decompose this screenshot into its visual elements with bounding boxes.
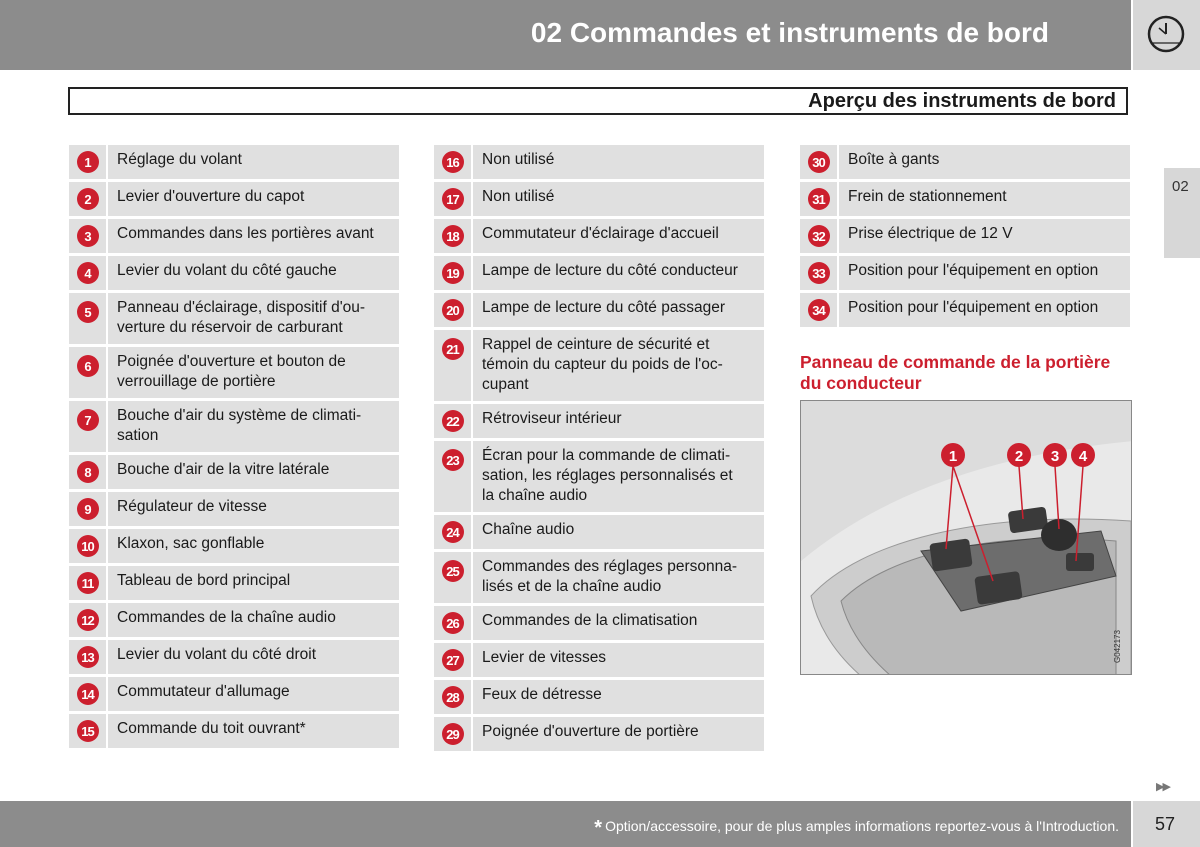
- legend-label: Lampe de lecture du côté passager: [473, 293, 764, 327]
- legend-item-3: [69, 219, 399, 253]
- svg-text:2: 2: [1014, 448, 1024, 465]
- legend-label: Poignée d'ouverture et bouton de verrouillage de portière: [108, 347, 399, 398]
- footnote-star: *: [594, 817, 603, 839]
- legend-label: Poignée d'ouverture de portière: [473, 717, 764, 751]
- legend-label: Position pour l'équipement en option: [839, 293, 1130, 327]
- legend-item-31: [800, 182, 1130, 216]
- page-number-box: [1133, 801, 1200, 847]
- legend-number-cell: [434, 145, 471, 179]
- legend-number-cell: [800, 256, 837, 290]
- legend-number-badge: 34: [808, 299, 830, 321]
- legend-label: Bouche d'air du système de climati- sation: [108, 401, 399, 452]
- callout-1: [941, 443, 965, 467]
- section-title: Aperçu des instruments de bord: [808, 90, 1116, 112]
- legend-item-7: [69, 401, 399, 452]
- legend-item-6: [69, 347, 399, 398]
- legend-item-22: [434, 404, 764, 438]
- legend-label: Boîte à gants: [839, 145, 1130, 179]
- legend-label: Klaxon, sac gonflable: [108, 529, 399, 563]
- legend-number-badge: 22: [442, 410, 464, 432]
- legend-number-badge: 16: [442, 151, 464, 173]
- legend-number-badge: 30: [808, 151, 830, 173]
- legend-number-cell: [434, 293, 471, 327]
- legend-number-cell: [434, 717, 471, 751]
- legend-number-badge: 13: [77, 646, 99, 668]
- legend-number-badge: 33: [808, 262, 830, 284]
- legend-column-3: [800, 145, 1130, 330]
- legend-label: Commandes dans les portières avant: [108, 219, 399, 253]
- legend-label: Frein de stationnement: [839, 182, 1130, 216]
- legend-number-cell: [69, 603, 106, 637]
- callout-4: [1071, 443, 1095, 467]
- legend-label: Bouche d'air de la vitre latérale: [108, 455, 399, 489]
- legend-number-cell: [69, 347, 106, 398]
- next-page-icon[interactable]: ▶▶: [1156, 781, 1169, 793]
- legend-item-27: [434, 643, 764, 677]
- legend-number-cell: [69, 677, 106, 711]
- figure-code: G042173: [1113, 630, 1122, 663]
- legend-number-badge: 19: [442, 262, 464, 284]
- legend-item-33: [800, 256, 1130, 290]
- legend-label: Tableau de bord principal: [108, 566, 399, 600]
- legend-number-badge: 14: [77, 683, 99, 705]
- legend-number-badge: 17: [442, 188, 464, 210]
- legend-number-badge: 7: [77, 409, 99, 431]
- legend-number-badge: 26: [442, 612, 464, 634]
- chapter-tab-label: 02: [1172, 178, 1189, 195]
- subsection-heading: [800, 352, 1130, 394]
- legend-number-cell: [69, 182, 106, 216]
- legend-number-badge: 9: [77, 498, 99, 520]
- footer-note: [594, 817, 1119, 840]
- legend-number-cell: [69, 714, 106, 748]
- legend-item-1: [69, 145, 399, 179]
- legend-column-1: [69, 145, 399, 751]
- door-panel-drawing: [801, 401, 1132, 675]
- legend-item-15: [69, 714, 399, 748]
- legend-label: Rappel de ceinture de sécurité et témoin du capteur du poids de l'oc- cupant: [473, 330, 764, 401]
- legend-number-badge: 8: [77, 461, 99, 483]
- legend-number-cell: [69, 640, 106, 674]
- callout-3: [1043, 443, 1067, 467]
- legend-number-cell: [434, 606, 471, 640]
- legend-item-9: [69, 492, 399, 526]
- legend-label: Levier du volant du côté gauche: [108, 256, 399, 290]
- chapter-tab[interactable]: [1164, 168, 1200, 258]
- legend-column-2: [434, 145, 764, 754]
- legend-number-badge: 18: [442, 225, 464, 247]
- subsection-title: Panneau de commande de la portière du conducteur: [800, 352, 1111, 393]
- header-bar: [0, 0, 1131, 70]
- legend-item-10: [69, 529, 399, 563]
- footer-bar: [0, 801, 1131, 847]
- legend-label: Prise électrique de 12 V: [839, 219, 1130, 253]
- legend-number-badge: 25: [442, 560, 464, 582]
- legend-number-cell: [800, 145, 837, 179]
- legend-number-cell: [69, 529, 106, 563]
- legend-item-12: [69, 603, 399, 637]
- legend-number-cell: [69, 293, 106, 344]
- legend-number-badge: 23: [442, 449, 464, 471]
- legend-number-cell: [69, 401, 106, 452]
- legend-number-badge: 15: [77, 720, 99, 742]
- legend-number-badge: 32: [808, 225, 830, 247]
- legend-number-cell: [434, 219, 471, 253]
- legend-label: Position pour l'équipement en option: [839, 256, 1130, 290]
- legend-number-cell: [434, 441, 471, 512]
- legend-number-cell: [69, 492, 106, 526]
- legend-number-badge: 3: [77, 225, 99, 247]
- legend-item-26: [434, 606, 764, 640]
- gauge-icon: [1146, 14, 1186, 54]
- legend-number-cell: [69, 455, 106, 489]
- legend-label: Levier d'ouverture du capot: [108, 182, 399, 216]
- legend-item-17: [434, 182, 764, 216]
- legend-number-badge: 24: [442, 521, 464, 543]
- legend-label: Lampe de lecture du côté conducteur: [473, 256, 764, 290]
- legend-label: Commandes de la chaîne audio: [108, 603, 399, 637]
- legend-label: Chaîne audio: [473, 515, 764, 549]
- legend-number-badge: 29: [442, 723, 464, 745]
- legend-item-32: [800, 219, 1130, 253]
- legend-label: Commande du toit ouvrant*: [108, 714, 399, 748]
- legend-label: Commutateur d'allumage: [108, 677, 399, 711]
- page-number: 57: [1155, 814, 1176, 834]
- legend-number-cell: [434, 552, 471, 603]
- legend-number-badge: 5: [77, 301, 99, 323]
- legend-label: Régulateur de vitesse: [108, 492, 399, 526]
- svg-text:4: 4: [1078, 448, 1088, 465]
- legend-number-cell: [69, 566, 106, 600]
- page-title: 02 Commandes et instruments de bord: [530, 17, 1049, 48]
- legend-number-badge: 20: [442, 299, 464, 321]
- legend-item-25: [434, 552, 764, 603]
- legend-number-cell: [800, 219, 837, 253]
- legend-label: Non utilisé: [473, 145, 764, 179]
- legend-number-cell: [434, 643, 471, 677]
- legend-item-13: [69, 640, 399, 674]
- legend-number-badge: 11: [77, 572, 99, 594]
- legend-item-5: [69, 293, 399, 344]
- legend-item-8: [69, 455, 399, 489]
- legend-number-badge: 10: [77, 535, 99, 557]
- legend-number-cell: [434, 182, 471, 216]
- legend-item-11: [69, 566, 399, 600]
- legend-number-cell: [434, 680, 471, 714]
- legend-item-23: [434, 441, 764, 512]
- legend-item-29: [434, 717, 764, 751]
- legend-number-badge: 2: [77, 188, 99, 210]
- header-icon-box: [1133, 0, 1200, 70]
- legend-number-badge: 28: [442, 686, 464, 708]
- legend-number-badge: 12: [77, 609, 99, 631]
- legend-item-2: [69, 182, 399, 216]
- legend-item-16: [434, 145, 764, 179]
- legend-number-badge: 6: [77, 355, 99, 377]
- legend-item-20: [434, 293, 764, 327]
- callout-2: [1007, 443, 1031, 467]
- legend-item-19: [434, 256, 764, 290]
- legend-number-cell: [69, 145, 106, 179]
- legend-number-cell: [434, 515, 471, 549]
- legend-number-badge: 4: [77, 262, 99, 284]
- legend-number-cell: [800, 293, 837, 327]
- legend-item-21: [434, 330, 764, 401]
- legend-item-18: [434, 219, 764, 253]
- legend-label: Commandes des réglages personna- lisés et de la chaîne audio: [473, 552, 764, 603]
- legend-item-24: [434, 515, 764, 549]
- legend-label: Feux de détresse: [473, 680, 764, 714]
- legend-label: Commutateur d'éclairage d'accueil: [473, 219, 764, 253]
- legend-number-cell: [800, 182, 837, 216]
- legend-label: Non utilisé: [473, 182, 764, 216]
- legend-number-cell: [434, 404, 471, 438]
- legend-label: Panneau d'éclairage, dispositif d'ou- verture du réservoir de carburant: [108, 293, 399, 344]
- legend-label: Écran pour la commande de climati- sation, les réglages personnalisés et la chaîne audio: [473, 441, 764, 512]
- legend-item-28: [434, 680, 764, 714]
- section-header: [68, 87, 1128, 115]
- svg-text:3: 3: [1050, 448, 1060, 465]
- legend-number-badge: 1: [77, 151, 99, 173]
- legend-label: Levier du volant du côté droit: [108, 640, 399, 674]
- legend-number-cell: [69, 219, 106, 253]
- legend-number-badge: 31: [808, 188, 830, 210]
- legend-number-cell: [434, 256, 471, 290]
- door-panel-illustration: [800, 400, 1132, 675]
- legend-number-badge: 27: [442, 649, 464, 671]
- footnote-text: Option/accessoire, pour de plus amples informations reportez-vous à l'Introduction.: [605, 818, 1119, 834]
- legend-item-30: [800, 145, 1130, 179]
- legend-number-cell: [434, 330, 471, 401]
- legend-number-cell: [69, 256, 106, 290]
- legend-item-34: [800, 293, 1130, 327]
- svg-text:1: 1: [948, 448, 958, 465]
- legend-item-4: [69, 256, 399, 290]
- legend-item-14: [69, 677, 399, 711]
- legend-number-badge: 21: [442, 338, 464, 360]
- legend-label: Levier de vitesses: [473, 643, 764, 677]
- legend-label: Réglage du volant: [108, 145, 399, 179]
- legend-label: Commandes de la climatisation: [473, 606, 764, 640]
- legend-label: Rétroviseur intérieur: [473, 404, 764, 438]
